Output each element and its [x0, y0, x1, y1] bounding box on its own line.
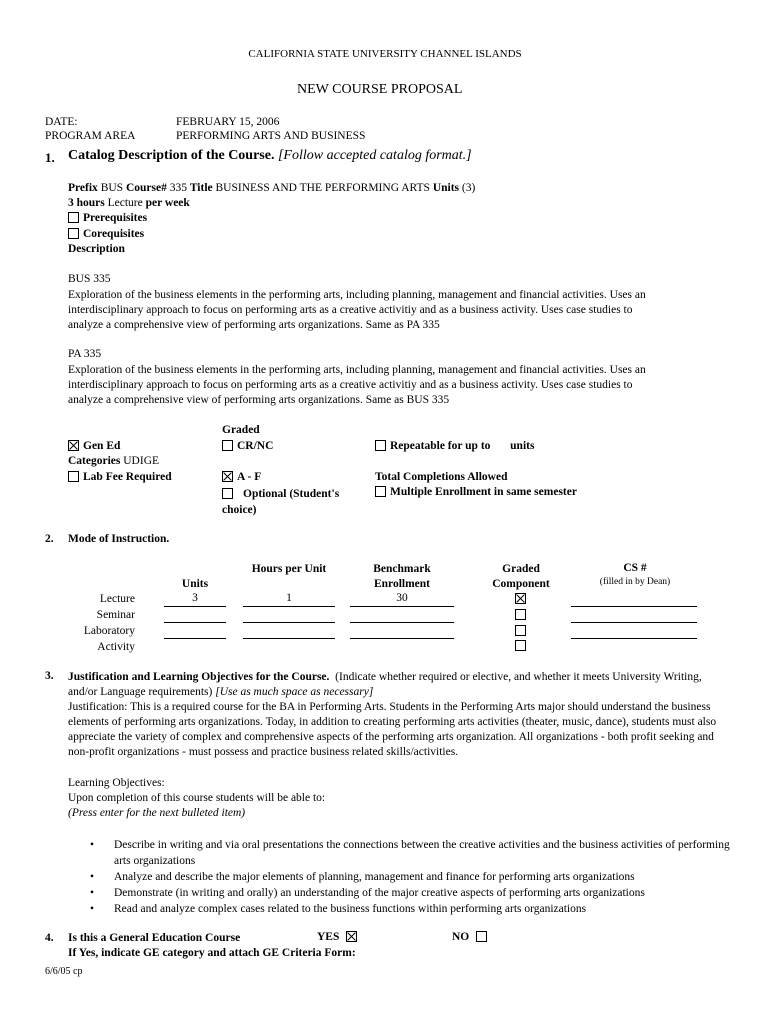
gen-ed-label: Gen Ed: [83, 440, 121, 452]
section3-number: 3.: [45, 670, 54, 682]
yes-checkbox[interactable]: [346, 931, 357, 942]
hours-type[interactable]: Lecture: [107, 197, 143, 209]
col-benchmark-header: Benchmark Enrollment: [373, 563, 431, 590]
corequisites-checkbox[interactable]: [68, 228, 79, 239]
categories-label: Categories: [68, 455, 121, 467]
prefix-value[interactable]: BUS: [100, 182, 124, 194]
course-info-line: [68, 182, 475, 194]
graded-component-checkbox[interactable]: [515, 593, 526, 604]
section3-heading-note2: [Use as much space as necessary]: [215, 686, 374, 698]
prefix-label: Prefix: [68, 182, 98, 194]
section3-heading-text: Justification and Learning Objectives for the Course.: [68, 671, 330, 683]
section1-heading-text: Catalog Description of the Course.: [68, 148, 275, 163]
section4-followup: If Yes, indicate GE category and attach GE Criteria Form:: [68, 947, 356, 959]
learning-objectives-list: [90, 837, 730, 917]
yes-row: [317, 931, 361, 943]
program-area-value[interactable]: PERFORMING ARTS AND BUSINESS: [176, 130, 366, 142]
cs-underline: [571, 606, 697, 607]
section3-heading-note: (Indicate whether required or elective, and whether it meets University Writing, and/or Language requirements): [68, 671, 702, 698]
section2-heading: Mode of Instruction.: [68, 533, 170, 545]
per-week-label: per week: [145, 197, 190, 209]
graded-component-checkbox[interactable]: [515, 625, 526, 636]
repeatable-label: Repeatable for up to: [390, 440, 491, 452]
categories-row: [68, 455, 159, 467]
prerequisites-label: Prerequisites: [83, 212, 148, 224]
justification-text[interactable]: Justification: This is a required course for the BA in Performing Arts. Students in the Performing Arts major should understand the business elements of performing arts organizations. Today, in addition to creating performing arts activities (theater, music, dance), students must also appreciate the variety of complex and comprehensive aspects of the performing arts organization. All organizations - both profit seeking and non-profit organizations - must possess and practice business related skills/activities.: [68, 701, 717, 758]
lab-fee-checkbox[interactable]: [68, 471, 79, 482]
repeatable-checkbox[interactable]: [375, 440, 386, 451]
hours-line: [68, 197, 190, 209]
repeatable-row: [375, 440, 534, 452]
section2-number: 2.: [45, 533, 54, 545]
mode-row-label: Lecture: [99, 593, 135, 605]
benchmark-underline: [350, 606, 454, 607]
section4-number: 4.: [45, 932, 54, 944]
repeatable-units-label: units: [510, 440, 535, 452]
a-f-checkbox[interactable]: [222, 471, 233, 482]
optional-label: Optional (Student's choice): [222, 488, 340, 516]
no-row: [452, 931, 491, 943]
title-value[interactable]: BUSINESS AND THE PERFORMING ARTS: [215, 182, 430, 194]
units-underline: [164, 638, 226, 639]
col-graded-header: Graded Component: [492, 563, 550, 590]
page-title: NEW COURSE PROPOSAL: [297, 82, 463, 97]
a-f-label: A - F: [237, 471, 262, 483]
prerequisites-checkbox[interactable]: [68, 212, 79, 223]
corequisites-row: [68, 228, 144, 240]
benchmark-underline: [350, 638, 454, 639]
units-underline: [164, 622, 226, 623]
learning-objectives-hint: (Press enter for the next bulleted item): [68, 807, 246, 819]
description-label: Description: [68, 243, 125, 255]
graded-component-checkbox[interactable]: [515, 640, 526, 651]
graded-component-checkbox[interactable]: [515, 609, 526, 620]
a-f-row: [222, 471, 261, 483]
mode-row-benchmark[interactable]: 30: [396, 592, 408, 604]
cr-nc-row: [222, 440, 273, 452]
description-2-code: PA 335: [68, 348, 102, 360]
multiple-enrollment-row: [375, 486, 577, 498]
section1-heading: [68, 148, 472, 164]
mode-row-label: Activity: [97, 641, 135, 653]
mode-row-hours[interactable]: 1: [286, 592, 292, 604]
learning-objectives-intro: Upon completion of this course students will be able to:: [68, 792, 326, 804]
total-completions-label: Total Completions Allowed: [375, 471, 508, 483]
cr-nc-label: CR/NC: [237, 440, 274, 452]
section4-question: Is this a General Education Course: [68, 932, 241, 944]
list-item[interactable]: • Read and analyze complex cases related to the business functions within performing arts organizations: [90, 901, 730, 917]
corequisites-label: Corequisites: [83, 228, 145, 240]
lab-fee-label: Lab Fee Required: [83, 471, 172, 483]
section1-heading-note: [Follow accepted catalog format.]: [277, 148, 472, 163]
cs-underline: [571, 638, 697, 639]
yes-label: YES: [317, 931, 340, 943]
program-area-label: PROGRAM AREA: [45, 130, 136, 142]
mode-row-label: Laboratory: [83, 625, 135, 637]
course-number-value[interactable]: 335: [169, 182, 187, 194]
list-item[interactable]: • Demonstrate (in writing and orally) an understanding of the major creative aspects of performing arts organizations: [90, 885, 730, 901]
no-label: NO: [452, 931, 470, 943]
learning-objectives-label: Learning Objectives:: [68, 777, 165, 789]
multiple-enrollment-checkbox[interactable]: [375, 486, 386, 497]
list-item[interactable]: • Analyze and describe the major elements of planning, management and finance for performing arts organizations: [90, 869, 730, 885]
university-name: CALIFORNIA STATE UNIVERSITY CHANNEL ISLANDS: [248, 48, 522, 60]
date-label: DATE:: [45, 116, 78, 128]
date-value[interactable]: FEBRUARY 15, 2006: [176, 116, 280, 128]
col-cs-header: CS #: [623, 562, 647, 574]
description-1-code: BUS 335: [68, 273, 111, 285]
footer-code: 6/6/05 cp: [45, 966, 83, 977]
course-number-label: Course#: [125, 182, 167, 194]
lab-fee-row: [68, 471, 172, 483]
list-item[interactable]: • Describe in writing and via oral presentations the connections between the creative activities and the business activities of performing arts organizations: [90, 837, 730, 869]
optional-checkbox[interactable]: [222, 488, 233, 499]
units-value[interactable]: (3): [461, 182, 476, 194]
no-checkbox[interactable]: [476, 931, 487, 942]
col-units-header: Units: [181, 578, 209, 590]
description-2-text[interactable]: Exploration of the business elements in the performing arts, including planning, management and financial activities. Uses an interdisciplinary approach to focus on performing arts as a creative activitiy and as a business activity. Uses case studies to analyze a comprehensive view of performing arts organizations. Same as BUS 335: [68, 364, 646, 406]
title-label: Title: [189, 182, 213, 194]
mode-row-units[interactable]: 3: [192, 592, 198, 604]
cs-underline: [571, 622, 697, 623]
col-hours-header: Hours per Unit: [251, 563, 327, 575]
mode-row-label: Seminar: [96, 609, 135, 621]
cs-note: (filled in by Dean): [599, 577, 671, 587]
section1-number: 1.: [45, 150, 55, 165]
hours-underline: [243, 622, 335, 623]
cr-nc-checkbox[interactable]: [222, 440, 233, 451]
units-label: Units: [432, 182, 460, 194]
hours-underline: [243, 638, 335, 639]
graded-label: Graded: [222, 424, 260, 436]
hours-value[interactable]: 3 hours: [68, 197, 105, 209]
gen-ed-row: [68, 440, 120, 452]
section3-heading: [68, 670, 728, 700]
optional-row: [222, 486, 367, 518]
units-underline: [164, 606, 226, 607]
prerequisites-row: [68, 212, 147, 224]
categories-value[interactable]: UDIGE: [123, 455, 160, 467]
benchmark-underline: [350, 622, 454, 623]
multiple-enrollment-label: Multiple Enrollment in same semester: [390, 486, 577, 498]
hours-underline: [243, 606, 335, 607]
gen-ed-checkbox[interactable]: [68, 440, 79, 451]
description-1-text[interactable]: Exploration of the business elements in the performing arts, including planning, management and financial activities. Uses an interdisciplinary approach to focus on performing arts as a creative activitiy and as a business activity. Uses case studies to analyze a comprehensive view of performing arts organizations. Same as PA 335: [68, 289, 646, 331]
